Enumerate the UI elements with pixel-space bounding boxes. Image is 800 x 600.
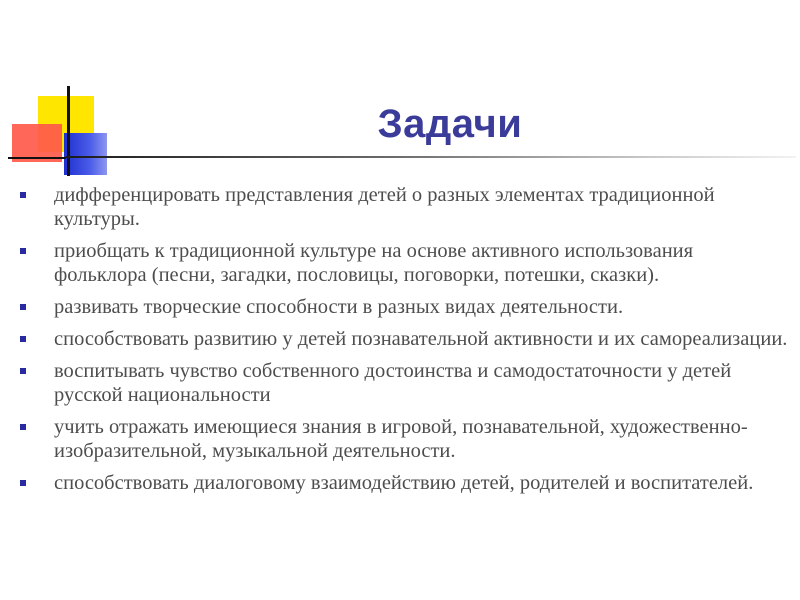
bullet-text: способствовать развитию у детей познавательной активности и их самореализации. [54, 328, 788, 350]
bullet-text: дифференцировать представления детей о разных элементах традиционной культуры. [54, 184, 715, 230]
bullet-icon [20, 304, 26, 310]
bullet-text: воспитывать чувство собственного достоинства и самодостаточности у детей русской национальности [54, 360, 732, 406]
bullet-icon [20, 480, 26, 486]
bullet-text: учить отражать имеющиеся знания в игровой, познавательной, художественно-изобразительной, музыкальной деятельности. [54, 416, 748, 462]
bullet-item [20, 295, 790, 319]
bullet-text: развивать творческие способности в разных видах деятельности. [54, 296, 624, 318]
decorative-squares-logo [0, 0, 120, 180]
bullet-text: приобщать к традиционной культуре на основе активного использования фольклора (песни, загадки, пословицы, поговорки, потешки, сказки). [54, 240, 694, 286]
bullet-text: способствовать диалоговому взаимодействию детей, родителей и воспитателей. [54, 472, 754, 494]
bullet-item [20, 359, 790, 407]
blue-square [64, 133, 107, 175]
bullet-item [20, 327, 790, 351]
bullet-icon [20, 336, 26, 342]
bullet-icon [20, 424, 26, 430]
bullet-icon [20, 192, 26, 198]
slide-title: Задачи [377, 102, 523, 146]
bullet-item [20, 183, 790, 231]
bullet-list [20, 183, 790, 503]
vertical-line [67, 86, 70, 176]
bullet-item [20, 239, 790, 287]
bullet-icon [20, 248, 26, 254]
bullet-item [20, 415, 790, 463]
bullet-item [20, 471, 790, 495]
bullet-icon [20, 368, 26, 374]
title-divider [66, 156, 796, 158]
horizontal-line [8, 157, 66, 159]
